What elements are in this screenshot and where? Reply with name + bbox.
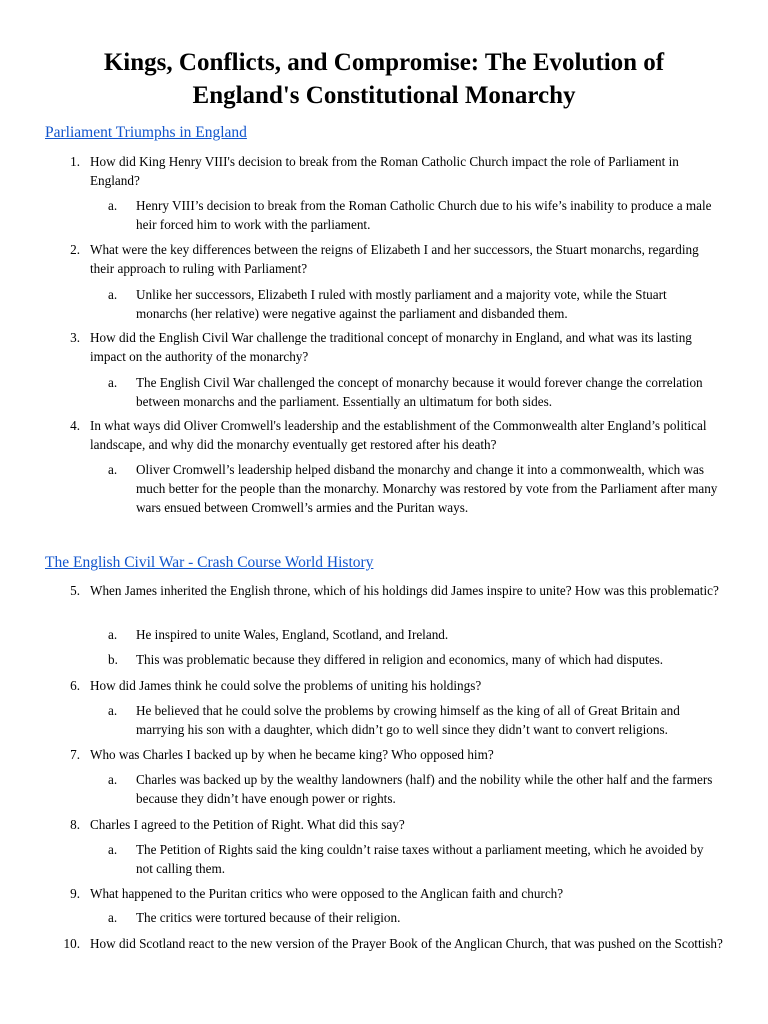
answer-letter: a. [108,772,118,787]
answer-letter: a. [108,842,118,857]
question-number: 5. [70,583,80,598]
answer-item [108,701,720,739]
question-item [60,676,725,695]
question-text: What happened to the Puritan critics who were opposed to the Anglican faith and church? [90,886,564,901]
answer-text: This was problematic because they differed in religion and economics, many of which had disputes. [136,652,664,667]
answer-item [108,285,720,323]
answer-text: He believed that he could solve the problems by crowing himself as the king of all of Great Britain and marrying his son with a daughter, which didn’t go to well since they didn’t want to convert religions. [136,703,680,737]
answer-letter: b. [108,652,118,667]
question-number: 6. [70,678,80,693]
answer-letter: a. [108,462,118,477]
answer-letter: a. [108,287,118,302]
question-number: 10. [63,936,80,951]
answer-text: Charles was backed up by the wealthy landowners (half) and the nobility while the other half and the farmers because they didn’t have enough power or rights. [136,772,713,806]
question-text: How did Scotland react to the new version of the Prayer Book of the Anglican Church, that was pushed on the Scottish? [90,936,723,951]
title-line-2: England's Constitutional Monarchy [192,82,576,109]
question-number: 2. [70,242,80,257]
answer-text: Henry VIII’s decision to break from the Roman Catholic Church due to his wife’s inability to produce a male heir forced him to work with the parliament. [136,198,712,232]
answer-letter: a. [108,198,118,213]
question-text: How did King Henry VIII's decision to break from the Roman Catholic Church impact the role of Parliament in England? [90,154,679,188]
answer-letter: a. [108,375,118,390]
answer-text: The Petition of Rights said the king couldn’t raise taxes without a parliament meeting, which he avoided by not calling them. [136,842,704,876]
question-text: How did James think he could solve the problems of uniting his holdings? [90,678,482,693]
answer-letter: a. [108,627,118,642]
answer-text: He inspired to unite Wales, England, Scotland, and Ireland. [136,627,449,642]
section-link-parliament-triumphs[interactable]: Parliament Triumphs in England [45,124,247,141]
answer-text: Unlike her successors, Elizabeth I ruled with mostly parliament and a majority vote, while the Stuart monarchs (her relative) were negative against the parliament and disbanded them. [136,287,667,321]
answer-item [108,650,720,669]
title-line-1: Kings, Conflicts, and Compromise: The Evolution of [103,49,665,76]
question-text: Who was Charles I backed up by when he became king? Who opposed him? [90,747,494,762]
question-number: 1. [70,154,80,169]
question-text: What were the key differences between the reigns of Elizabeth I and her successors, the Stuart monarchs, regarding their approach to ruling with Parliament? [90,242,699,276]
answer-text: The critics were tortured because of their religion. [136,910,401,925]
question-item [60,152,725,190]
question-text: How did the English Civil War challenge the traditional concept of monarchy in England, and what was its lasting impact on the authority of the monarchy? [90,330,692,364]
question-item [60,884,725,903]
question-text: When James inherited the English throne, which of his holdings did James inspire to unite? How was this problematic? [90,583,719,598]
question-item [60,240,725,278]
answer-letter: a. [108,703,118,718]
answer-item [108,908,720,927]
question-number: 3. [70,330,80,345]
question-text: Charles I agreed to the Petition of Right. What did this say? [90,817,405,832]
question-item [60,328,725,366]
answer-text: Oliver Cromwell’s leadership helped disband the monarchy and change it into a commonwealth, which was much better for the people than the monarchy. Monarchy was restored by vote from the Parliament after many wars ensued between Cromwell’s armies and the Puritan ways. [136,462,718,515]
question-item [60,815,725,834]
answer-text: The English Civil War challenged the concept of monarchy because it would forever change the correlation between monarchs and the parliament. Essentially an ultimatum for both sides. [136,375,703,409]
question-number: 8. [70,817,80,832]
section-link-crash-course[interactable]: The English Civil War - Crash Course World History [45,554,374,571]
answer-item [108,770,720,808]
question-item [60,745,725,764]
document-title [40,46,728,112]
answer-item [108,625,720,644]
answer-letter: a. [108,910,118,925]
answer-item [108,840,720,878]
answer-item [108,460,720,517]
answer-item [108,373,720,411]
question-item [60,934,725,953]
answer-item [108,196,720,234]
question-item [60,416,725,454]
question-number: 4. [70,418,80,433]
question-item [60,581,725,600]
question-number: 7. [70,747,80,762]
question-text: In what ways did Oliver Cromwell's leadership and the establishment of the Commonwealth alter England’s political landscape, and why did the monarchy eventually get restored after his death? [90,418,707,452]
question-number: 9. [70,886,80,901]
